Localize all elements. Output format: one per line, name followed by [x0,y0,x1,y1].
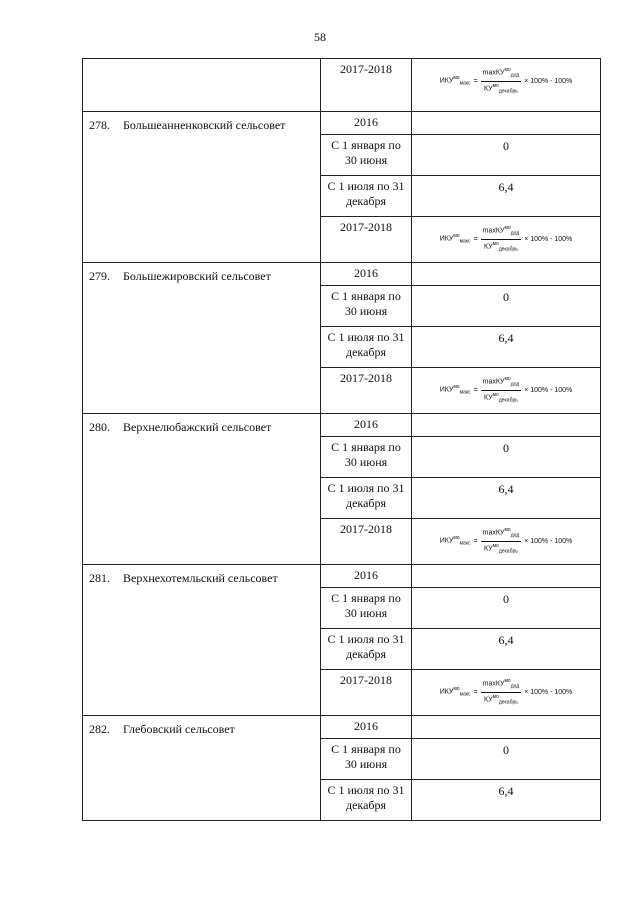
year-label: 2016 [354,719,378,733]
period-cell [321,588,412,629]
year-cell [321,414,412,437]
formula [412,522,600,556]
value-text: 6,4 [498,784,514,798]
value-text: 0 [503,441,509,455]
entry-name: Верхнелюбажский сельсовет [123,420,272,434]
period-label: С 1 января по 30 июня [331,138,401,167]
formula-rhs: × 100% - 100% [524,537,573,545]
formula-rhs: × 100% - 100% [524,77,573,85]
value-text: 0 [503,290,509,304]
formula-denominator: $КУ^{мо}_{декабрь}$ [483,240,518,253]
formula-denominator: $КУ^{мо}_{декабрь}$ [483,693,518,706]
period-label: 2017-2018 [340,673,392,687]
entry-number: 279. [89,269,110,283]
value-cell [412,112,601,135]
value-cell [412,176,601,217]
formula-numerator: maxКУ$^{мо}_{дод}$ [481,375,522,391]
period-cell [321,519,412,565]
year-label: 2016 [354,115,378,129]
period-label: 2017-2018 [340,371,392,385]
formula-fraction [481,677,522,707]
formula-numerator: maxКУ$^{мо}_{дод}$ [481,526,522,542]
period-cell [321,739,412,780]
period-cell [321,368,412,414]
table-row [83,565,601,588]
formula-denominator: $КУ^{мо}_{декабрь}$ [483,82,518,95]
table-row [83,414,601,437]
formula-lhs: $ИКУ^{мо}_{макс}$ [439,383,471,396]
period-cell [321,59,412,112]
org-cell [83,414,321,565]
table-row [83,59,601,112]
value-cell [412,368,601,414]
value-cell [412,670,601,716]
period-cell [321,286,412,327]
org-cell [83,716,321,821]
formula-rhs: × 100% - 100% [524,386,573,394]
period-cell [321,217,412,263]
formula-lhs: $ИКУ^{мо}_{макс}$ [439,232,471,245]
formula [412,220,600,254]
value-text: 6,4 [498,482,514,496]
period-cell [321,327,412,368]
period-cell [321,629,412,670]
entry-name: Глебовский сельсовет [123,722,235,736]
period-label: С 1 июля по 31 декабря [327,481,405,510]
value-cell [412,629,601,670]
value-cell [412,327,601,368]
formula-equals: = [473,235,478,243]
year-cell [321,263,412,286]
formula-equals: = [473,77,478,85]
table-row [83,263,601,286]
entry-name: Большеанненковский сельсовет [123,118,286,132]
formula-equals: = [473,386,478,394]
entry-number: 280. [89,420,110,434]
period-cell [321,478,412,519]
formula-fraction [481,224,522,254]
entry-number: 278. [89,118,110,132]
year-cell [321,716,412,739]
value-cell [412,780,601,821]
value-cell [412,414,601,437]
formula-rhs: × 100% - 100% [524,688,573,696]
formula [412,673,600,707]
entry-name: Большежировский сельсовет [123,269,271,283]
value-cell [412,286,601,327]
period-cell [321,135,412,176]
formula-denominator: $КУ^{мо}_{декабрь}$ [483,391,518,404]
org-cell [83,112,321,263]
org-cell [83,263,321,414]
value-text: 6,4 [498,331,514,345]
formula-fraction [481,526,522,556]
value-cell [412,565,601,588]
period-cell [321,780,412,821]
value-text: 6,4 [498,180,514,194]
formula-lhs: $ИКУ^{мо}_{макс}$ [439,74,471,87]
value-cell [412,135,601,176]
formula-rhs: × 100% - 100% [524,235,573,243]
period-cell [321,670,412,716]
value-text: 0 [503,592,509,606]
value-cell [412,437,601,478]
year-label: 2016 [354,417,378,431]
period-label: С 1 июля по 31 декабря [327,632,405,661]
period-cell [321,437,412,478]
formula-fraction [481,375,522,405]
formula-equals: = [473,688,478,696]
formula-fraction [481,66,522,96]
period-label: 2017-2018 [340,220,392,234]
value-cell [412,59,601,112]
table-body [83,59,601,821]
period-label: 2017-2018 [340,62,392,76]
formula [412,62,600,96]
period-label: С 1 января по 30 июня [331,289,401,318]
formula-lhs: $ИКУ^{мо}_{макс}$ [439,534,471,547]
value-cell [412,519,601,565]
period-label: С 1 января по 30 июня [331,742,401,771]
value-cell [412,716,601,739]
formula [412,371,600,405]
formula-numerator: maxКУ$^{мо}_{дод}$ [481,66,522,82]
tariff-table [82,58,601,821]
value-cell [412,588,601,629]
period-label: С 1 января по 30 июня [331,591,401,620]
value-cell [412,217,601,263]
formula-numerator: maxКУ$^{мо}_{дод}$ [481,677,522,693]
entry-number: 281. [89,571,110,585]
period-label: С 1 июля по 31 декабря [327,330,405,359]
page-number: 58 [314,30,326,44]
formula-lhs: $ИКУ^{мо}_{макс}$ [439,685,471,698]
value-cell [412,263,601,286]
entry-number: 282. [89,722,110,736]
year-label: 2016 [354,266,378,280]
period-label: С 1 июля по 31 декабря [327,783,405,812]
value-cell [412,739,601,780]
entry-name: Верхнехотемльский сельсовет [123,571,278,585]
table-row [83,112,601,135]
value-text: 0 [503,139,509,153]
table-row [83,716,601,739]
period-cell [321,176,412,217]
value-text: 6,4 [498,633,514,647]
period-label: С 1 июля по 31 декабря [327,179,405,208]
year-cell [321,112,412,135]
value-cell [412,478,601,519]
period-label: С 1 января по 30 июня [331,440,401,469]
year-label: 2016 [354,568,378,582]
org-cell [83,59,321,112]
year-cell [321,565,412,588]
period-label: 2017-2018 [340,522,392,536]
formula-numerator: maxКУ$^{мо}_{дод}$ [481,224,522,240]
org-cell [83,565,321,716]
formula-denominator: $КУ^{мо}_{декабрь}$ [483,542,518,555]
formula-equals: = [473,537,478,545]
value-text: 0 [503,743,509,757]
